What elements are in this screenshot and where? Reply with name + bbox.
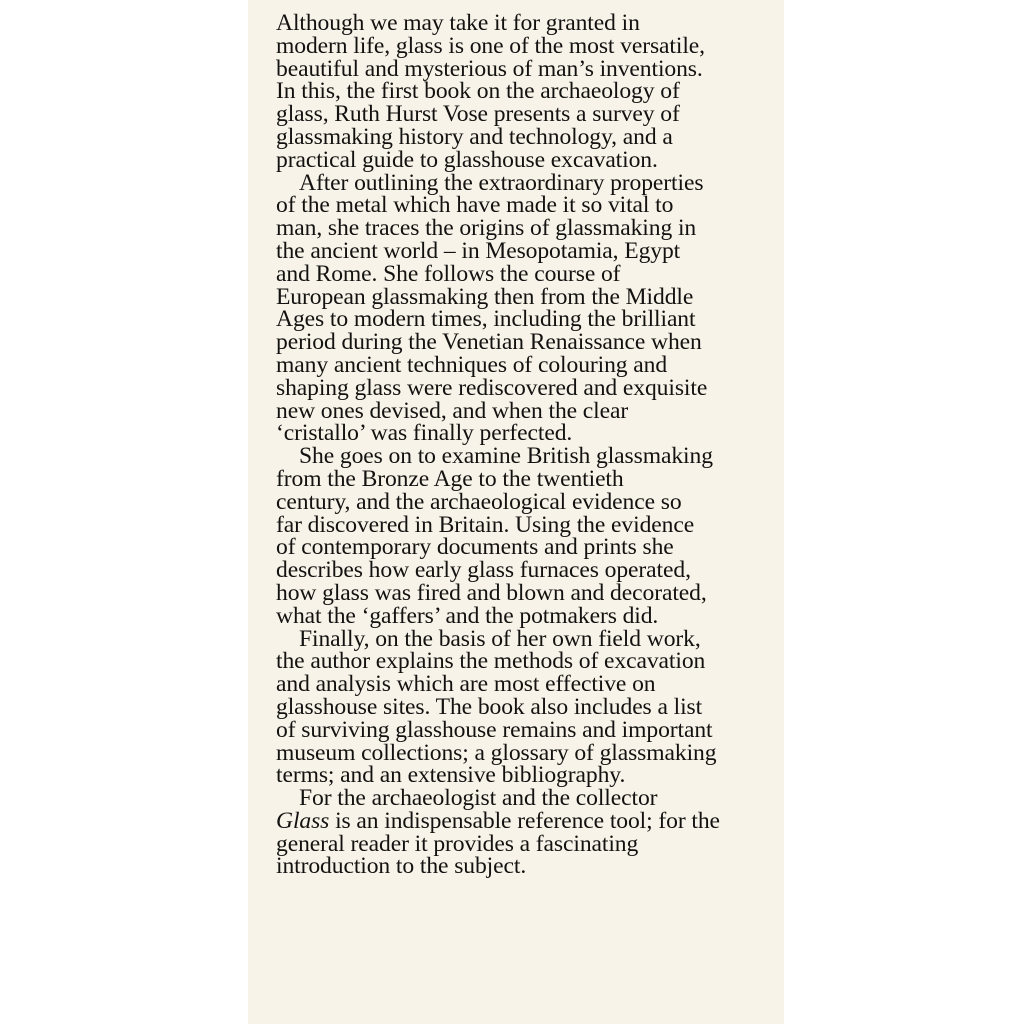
text-line: what the ‘gaffers’ and the potmakers did.	[276, 602, 659, 629]
text-line: of surviving glasshouse remains and important	[276, 716, 713, 743]
text-line: the author explains the methods of excavation	[276, 648, 706, 675]
text-line: century, and the archaeological evidence so	[276, 488, 682, 515]
text-line: museum collections; a glossary of glassmaking	[276, 739, 717, 766]
text-line: European glassmaking then from the Middle	[276, 283, 694, 310]
text-line: She goes on to examine British glassmaking	[299, 443, 713, 470]
text-line: and Rome. She follows the course of	[276, 260, 621, 287]
text-line: of contemporary documents and prints she	[276, 534, 674, 561]
text-line: ‘cristallo’ was finally perfected.	[276, 420, 573, 447]
text-line: general reader it provides a fascinating	[276, 830, 639, 857]
text-line: Although we may take it for granted in	[276, 10, 640, 36]
text-line-rest: is an indispensable reference tool; for the	[329, 807, 720, 834]
text-line: beautiful and mysterious of man’s inventions.	[276, 55, 703, 82]
paragraph-intro	[276, 12, 776, 172]
text-line: shaping glass were rediscovered and exquisite	[276, 374, 708, 401]
text-line: from the Bronze Age to the twentieth	[276, 465, 624, 492]
text-line	[276, 807, 776, 834]
text-line: Ages to modern times, including the brilliant	[276, 306, 696, 333]
text-line: Finally, on the basis of her own field work,	[299, 625, 701, 652]
text-line: man, she traces the origins of glassmaking in	[276, 215, 697, 242]
text-line: period during the Venetian Renaissance when	[276, 329, 702, 356]
text-line: far discovered in Britain. Using the evidence	[276, 511, 695, 538]
text-line: many ancient techniques of colouring and	[276, 351, 668, 378]
text-line: how glass was fired and blown and decorated,	[276, 579, 707, 606]
paragraph-british	[276, 445, 776, 627]
text-line: describes how early glass furnaces operated,	[276, 557, 691, 584]
text-line: After outlining the extraordinary properties	[299, 169, 704, 196]
text-line: introduction to the subject.	[276, 853, 527, 880]
text-line: glassmaking history and technology, and a	[276, 123, 673, 150]
text-line: new ones devised, and when the clear	[276, 397, 629, 424]
text-line: of the metal which have made it so vital to	[276, 192, 674, 219]
text-line: and analysis which are most effective on	[276, 671, 656, 698]
book-description	[276, 12, 776, 878]
text-line: For the archaeologist and the collector	[299, 785, 658, 812]
text-line: the ancient world – in Mesopotamia, Egypt	[276, 237, 681, 264]
text-line: terms; and an extensive bibliography.	[276, 762, 626, 789]
text-line: practical guide to glasshouse excavation.	[276, 146, 658, 173]
book-title-italic: Glass	[276, 807, 330, 834]
paragraph-history	[276, 169, 776, 447]
text-line: In this, the first book on the archaeology of	[276, 78, 680, 105]
text-line: glass, Ruth Hurst Vose presents a survey of	[276, 101, 680, 128]
text-line: glasshouse sites. The book also includes a list	[276, 693, 703, 720]
paragraph-excavation	[276, 625, 776, 789]
paragraph-closing	[276, 787, 776, 878]
text-line: modern life, glass is one of the most versatile,	[276, 32, 705, 59]
